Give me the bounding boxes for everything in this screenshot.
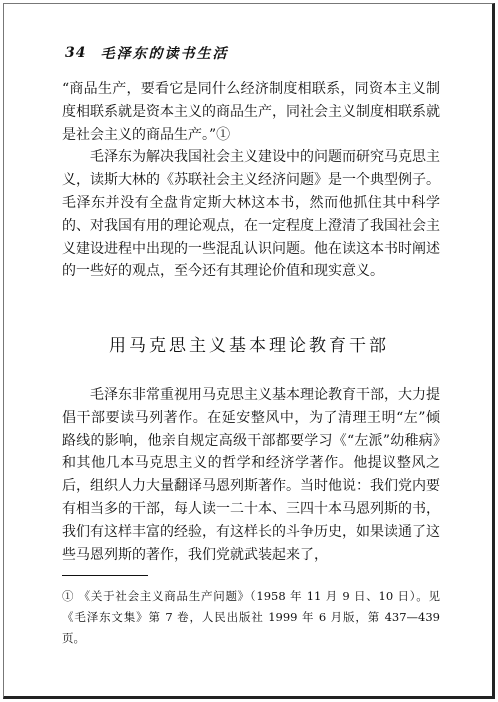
upper-text-block [62,78,440,283]
section-heading: 用马克思主义基本理论教育干部 [109,336,389,356]
footnote: ① 《关于社会主义商品生产问题》（1958 年 11 月 9 日、10 日）。见《毛泽东文集》第 7 卷，人民出版社 1999 年 6 月版，第 437—439 页。 [62,589,440,645]
body-paragraph-3: 毛泽东非常重视用马克思主义基本理论教育干部，大力提倡干部要读马列著作。在延安整风中，为了清理王明“左”倾路线的影响，他亲自规定高级干部都要学习《“左派”幼稚病》和其他几本马克思主义的哲学和经济学著作。他提议整风之后，组织人力大量翻译马恩列斯著作。当时他说：我们党内要有相当多的干部，每人读一二十本、三四十本马恩列斯的书，我们有这样丰富的经验，有这样长的斗争历史，如果读通了这些马恩列斯的著作，我们党就武装起来了， [62,387,440,563]
page-number: 34 [65,45,87,61]
lower-text-block [62,384,440,566]
body-paragraph-1: “商品生产，要看它是同什么经济制度相联系，同资本主义制度相联系就是资本主义的商品生产，同社会主义制度相联系就是社会主义的商品生产。”① [62,81,440,143]
running-title: 毛泽东的读书生活 [100,46,229,62]
page-header [65,43,228,63]
footnote-divider [62,575,148,576]
body-paragraph-2: 毛泽东为解决我国社会主义建设中的问题而研究马克思主义，读斯大林的《苏联社会主义经济问题》是一个典型例子。毛泽东并没有全盘肯定斯大林这本书，然而他抓住其中科学的、对我国有用的理论观点，在一定程度上澄清了我国社会主义建设进程中出现的一些混乱认识问题。他在读这本书时阐述的一些好的观点，至今还有其理论价值和现实意义。 [62,149,440,280]
